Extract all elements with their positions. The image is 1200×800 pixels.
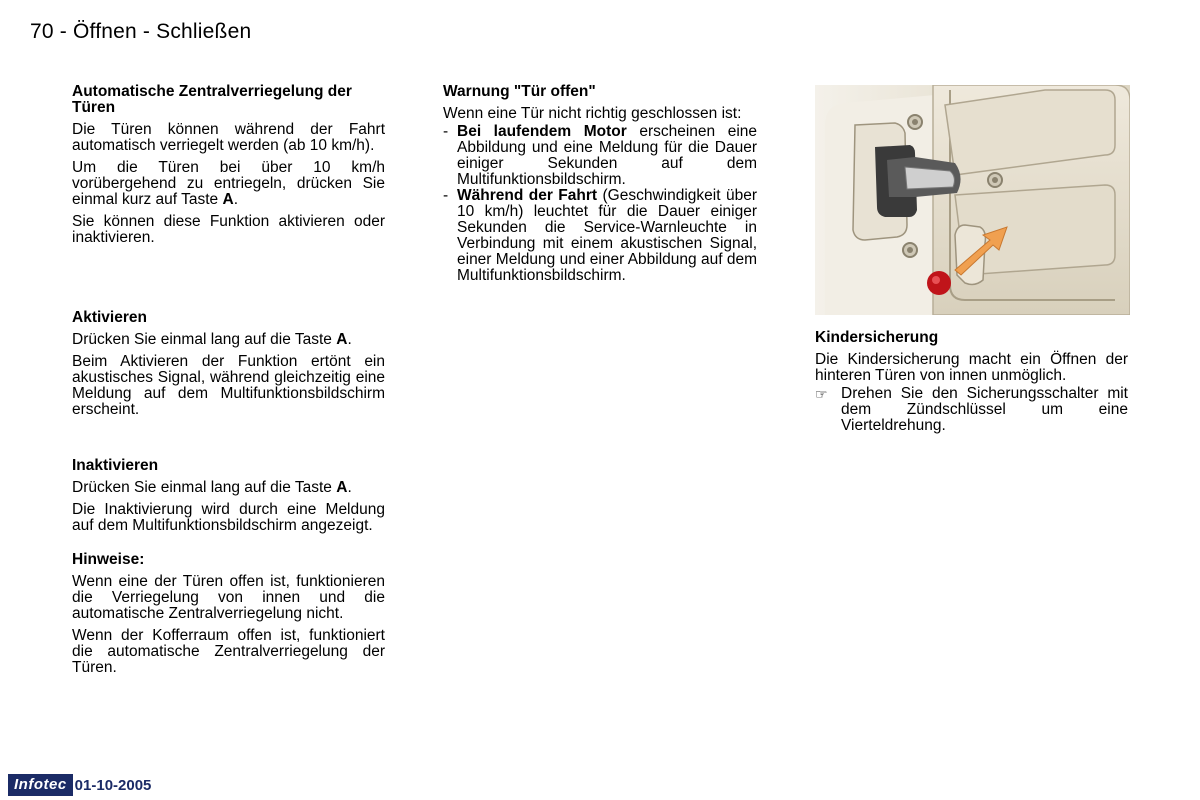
key-label: A [222, 191, 234, 208]
list-item-rest: (Geschwindigkeit über 10 km/h) leuchtet für die Dauer einiger Sekunden die Service-Warnleuchte in Verbindung mit einem akustischen Signal, einer Meldung und einer Abbildung auf dem Multifunktionsbildschirm. [457, 187, 757, 284]
footer [8, 774, 151, 796]
page-title: 70 - Öffnen - Schließen [30, 20, 252, 43]
child-lock-switch [927, 271, 951, 295]
infotec-logo: Infotec [8, 774, 73, 796]
list-item-bold: Während der Fahrt [457, 187, 598, 204]
list-item-rest: erscheinen eine Abbildung und eine Meldung für die Dauer einiger Sekunden auf dem Multifunktionsbildschirm. [457, 123, 758, 188]
list-item [443, 188, 757, 284]
column-left [72, 84, 385, 682]
door-edge-drawing [815, 85, 1130, 315]
list-item [443, 124, 757, 188]
text: . [347, 331, 352, 348]
key-label: A [336, 479, 348, 496]
column-right [815, 330, 1128, 434]
text: . [347, 479, 352, 496]
pointing-hand-icon: ☞ [815, 386, 828, 402]
section-heading-auto-lock: Automatische Zentralverriegelung der Türen [72, 83, 352, 116]
section-heading-door-warning: Warnung "Tür offen" [443, 83, 596, 100]
text: . [233, 191, 238, 208]
paragraph: Die Kindersicherung macht ein Öffnen der hinteren Türen von innen unmöglich. [815, 351, 1128, 384]
paragraph: Die Inaktivierung wird durch eine Meldung auf dem Multifunktionsbildschirm angezeigt. [72, 501, 385, 534]
list-item-text: Drehen Sie den Sicherungsschalter mit dem Zündschlüssel um eine Vierteldrehung. [841, 385, 1128, 434]
dash-marker: - [443, 187, 449, 204]
key-label: A [336, 331, 348, 348]
list-item-bold: Bei laufendem Motor [457, 123, 627, 140]
list-item-text [457, 188, 757, 284]
child-lock-illustration [815, 85, 1130, 315]
paragraph: Die Türen können während der Fahrt automatisch verriegelt werden (ab 10 km/h). [72, 121, 385, 154]
text: Drücken Sie einmal lang auf die Taste [72, 479, 337, 496]
dash-marker: - [443, 123, 449, 140]
paragraph-key-a [72, 480, 385, 496]
paragraph-key-a [72, 160, 385, 208]
section-heading-deactivate: Inaktivieren [72, 457, 159, 474]
list-item-text [457, 124, 757, 188]
section-heading-notes: Hinweise: [72, 551, 145, 568]
column-middle [443, 84, 757, 284]
paragraph-key-a [72, 332, 385, 348]
paragraph: Beim Aktivieren der Funktion ertönt ein akustisches Signal, während gleichzeitig eine Meldung auf dem Multifunktionsbildschirm erscheint. [72, 353, 385, 418]
paragraph: Wenn eine Tür nicht richtig geschlossen ist: [443, 105, 742, 122]
section-heading-activate: Aktivieren [72, 309, 147, 326]
text: Drücken Sie einmal lang auf die Taste [72, 331, 337, 348]
paragraph: Wenn eine der Türen offen ist, funktionieren die Verriegelung von innen und die automatische Zentralverriegelung nicht. [72, 573, 385, 622]
paragraph: Sie können diese Funktion aktivieren oder inaktivieren. [72, 213, 385, 246]
footer-date: 01-10-2005 [74, 776, 152, 794]
section-heading-child-lock: Kindersicherung [815, 329, 939, 346]
paragraph: Wenn der Kofferraum offen ist, funktioniert die automatische Zentralverriegelung der Türen. [72, 627, 385, 676]
text: Um die Türen bei über 10 km/h vorübergehend zu entriegeln, drücken Sie einmal kurz auf Taste [72, 159, 385, 208]
list-item [815, 386, 1128, 434]
